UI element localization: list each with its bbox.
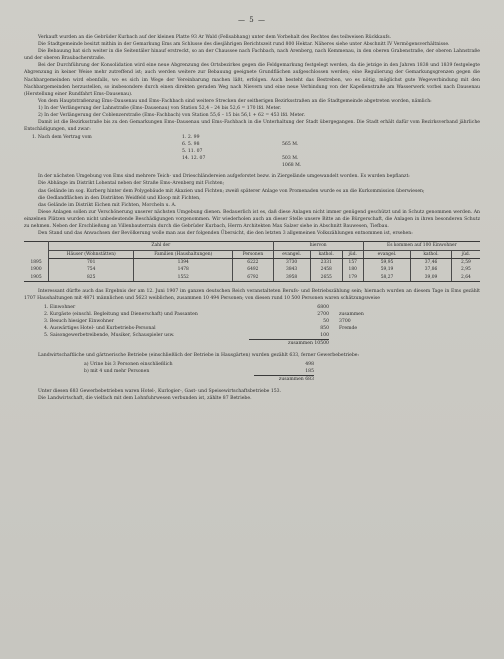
compensation-date: 5. 11. 07	[182, 149, 203, 155]
business-row	[84, 361, 480, 368]
cell-persons: 6792	[233, 274, 273, 282]
paragraph: Verkauft wurden an die Gebrüder Kurbach auf der kleinen Platte 93 Ar Wald (Fellsabhang) unter dem Vorbehalt des Rechtes des teilweisen Rückkaufs.	[38, 35, 392, 40]
paragraph: Interessant dürfte auch das Ergebnis der am 12. Juni 1907 im ganzen deutschen Reich veranstalteten Berufs- und Betriebszählung sein; hiernach wurden an diesem Tage in Ems gezählt 1707 Haushaltungen mit 4871 männlichen und 5623 weiblichen, zusammen 10 494 Personen; von diesen rund 10 500 Personen waren schätzungsweise	[24, 289, 480, 302]
paragraph: Von dem Hauptstraßenzug Ems–Dausenau und Ems–Fachbach sind weitere Strecken der seitherigen Bezirksstraßen an die Stadtgemeinde abgetreten worden, nämlich:	[38, 98, 432, 104]
col-kath-pct: kathol.	[411, 250, 452, 258]
cell-houses: 825	[49, 274, 134, 282]
compensation-total: 1068 M.	[282, 163, 302, 169]
business-row	[84, 368, 480, 375]
paragraph: Die Bebauung hat sich weiter in die Seitentäler hinauf erstreckt, so an der Chaussee nach Fachbach, nach Arenberg, nach Kemmenau, in den oberen Grabenstraße, der oberen Lahnstraße und der oberen Braubacherstraße.	[24, 49, 480, 62]
cell-jud-pct: 2,64	[451, 274, 480, 282]
business-label: b) mit 4 und mehr Personen	[84, 369, 150, 375]
compensation-label: 1. Nach dem Vertrag vom	[32, 135, 92, 141]
census-value: 850	[320, 326, 329, 332]
table-row	[24, 266, 480, 273]
census-group: 3700	[339, 319, 351, 325]
paragraph: In der nächsten Umgebung von Ems sind mehrere Teich- und Drieschländereien aufgeforstet bezw. in Ziergelände umgewandelt worden. Es wurden bepflanzt:	[38, 174, 410, 180]
paragraph: das Gelände im Distrikt Eichen mit Fichten, Morcheln u. A.	[38, 202, 177, 208]
business-label: a) Urine bis 3 Personen einschließlich	[84, 362, 173, 368]
paragraph: die Oedlandflächen in den Distrikten Weidfeld und Kloop mit Fichten,	[38, 195, 201, 201]
cell-jud-pct: 2,95	[451, 266, 480, 273]
col-kath: kathol.	[310, 250, 342, 258]
compensation-label	[32, 155, 182, 162]
cell-ev-pct: 59,19	[363, 266, 410, 273]
cell-kath: 2331	[310, 258, 342, 266]
cell-families: 1394	[134, 258, 233, 266]
table-row	[24, 274, 480, 282]
paragraph: Den Stand und das Anwachsen der Bevölkerung wolle man aus der folgenden Übersicht, die den letzten 3 allgemeinen Volkszählungen entnommen ist, ersehen:	[38, 231, 413, 237]
cell-jud-pct: 2,59	[451, 258, 480, 266]
cell-year: 1900	[24, 266, 49, 273]
cell-families: 1552	[134, 274, 233, 282]
cell-jud: 180	[342, 266, 363, 273]
cell-year: 1905	[24, 274, 49, 282]
business-total: zusammen 683	[254, 375, 314, 383]
census-row	[44, 311, 480, 318]
census-value: 6800	[317, 305, 329, 311]
census-value: 100	[320, 333, 329, 339]
cell-families: 1478	[134, 266, 233, 273]
table-row	[24, 258, 480, 266]
paragraph: Die Abhänge im Distrikt Lohental neben der Straße Ems–Arenberg mit Fichten;	[38, 181, 225, 187]
census-row	[44, 332, 480, 339]
cell-kath-pct: 37,86	[411, 266, 452, 273]
cell-ev-pct: 58,27	[363, 274, 410, 282]
col-ev-pct: evangel.	[363, 250, 410, 258]
compensation-row	[32, 148, 480, 155]
cell-year: 1895	[24, 258, 49, 266]
compensation-row	[32, 134, 480, 141]
group-zahl: Zahl der	[49, 242, 273, 250]
paragraph: Landwirtschaftliche und gärtnerische Betriebe (einschließlich der Betriebe in Hausgärten) wurden gezählt 633, ferner Gewerbebetriebe:	[38, 353, 360, 359]
compensation-date: 1. 2. 99	[182, 135, 200, 141]
cell-houses: 754	[49, 266, 134, 273]
compensation-sum: 503 M.	[282, 156, 299, 162]
col-jud: jüd.	[342, 250, 363, 258]
cell-persons: 6492	[233, 266, 273, 273]
compensation-row	[32, 141, 480, 148]
business-value: 498	[305, 362, 314, 368]
col-ev: evangel.	[273, 250, 310, 258]
census-label: 5. Saisongewerbetreibende, Musiker, Schauspieler usw.	[44, 333, 175, 339]
compensation-sum: 565 M.	[282, 142, 299, 148]
census-group: zusammen	[339, 312, 364, 318]
census-group: Fremde	[339, 326, 358, 332]
compensation-date	[182, 162, 282, 169]
population-table	[24, 241, 480, 282]
paragraph: Unter diesen 683 Gewerbebetrieben waren Hotel-, Kurlogier-, Gast- und Speisewirtschaftsbetriebe 153.	[38, 389, 282, 395]
cell-kath: 2655	[310, 274, 342, 282]
cell-jud: 179	[342, 274, 363, 282]
business-list	[84, 361, 480, 383]
census-label: 2. Kurgäste (einschl. Begleitung und Dienerschaft) und Passanten	[44, 312, 198, 318]
census-row	[44, 304, 480, 311]
group-hiervon: hiervon	[273, 242, 363, 250]
census-row	[44, 325, 480, 332]
cell-kath: 2458	[310, 266, 342, 273]
paragraph: das Gelände im sog. Kurberg hinter dem Polygebäude mit Akazien und Fichten; zweiß späterer Anlage von Promenaden wurde es an die Kurkommission überwiesen;	[38, 188, 425, 194]
compensation-date: 14. 12. 07	[182, 156, 206, 162]
paragraph: Die Landwirtschaft, die vielfach mit dem Lohnfuhrwesen verbunden ist, zählte 87 Betriebe.	[38, 396, 252, 402]
paragraph: 1) In der Verlängerung der Lahnstraße (Ems–Dausenau) von Station 52,4 – 24 bis 52,6 = 170 lfd. Meter.	[38, 105, 282, 111]
census-value: 50	[323, 319, 329, 325]
compensation-row	[32, 162, 480, 169]
col-jud-pct: jüd.	[451, 250, 480, 258]
compensation-row	[32, 155, 480, 162]
census-total: zusammen 10500	[249, 339, 329, 347]
col-families: Familien (Haushaltungen)	[134, 250, 233, 258]
col-persons: Personen	[233, 250, 273, 258]
compensation-label	[32, 148, 182, 155]
census-label: 3. Besuch hiesiger Einwohner	[44, 319, 114, 325]
census-value: 2700	[317, 312, 329, 318]
paragraph: Die Stadtgemeinde besitzt mithin in der Gemarkung Ems am Schlusse des diesjährigen Berichtszeit rund 800 Hektar. Näheres siehe unter Abschnitt IV Vermögensverhältnisse.	[38, 42, 450, 48]
cell-ev: 3730	[273, 258, 310, 266]
compensation-list	[32, 134, 480, 169]
cell-jud: 157	[342, 258, 363, 266]
page-number: — 5 —	[238, 16, 266, 24]
compensation-date: 6. 5. 98	[182, 142, 200, 148]
cell-houses: 701	[49, 258, 134, 266]
census-row	[44, 318, 480, 325]
col-year	[24, 242, 49, 259]
cell-ev-pct: 59,95	[363, 258, 410, 266]
paragraph: 2) In der Verlängerung der Coblenzerstraße (Ems–Fachbach) von Station 55,6 – 15 bis 56,1 + 62 = 453 lfd. Meter.	[38, 113, 306, 119]
compensation-label	[32, 141, 182, 148]
business-value: 185	[305, 369, 314, 375]
cell-kath-pct: 39,09	[411, 274, 452, 282]
group-pct: Es kommen auf 100 Einwohner	[363, 242, 480, 250]
census-label: 4. Auswärtiges Hotel- und Kurbetriebs-Personal	[44, 326, 156, 332]
paragraph: Diese Anlagen sollen zur Verschönerung unserer nächsten Umgebung dienen. Bedauerlich ist es, daß diese Anlagen nicht immer genügend geschützt und in Schutz genommen werden. An einzelnen Plätzen wurden nicht unbedeutende Beschädigungen vorgenommen. Wir wiederholen auch an dieser Stelle unsere Bitte an die Bürgerschaft, die Anlagen in ihren besonderen Schutz zu nehmen. Neben der Erschließung an Villenbauterrain durch die Gebrüder Kurbach, Herrn Architekten Max Salzer siehe in Abschnitt Bauwesen, Tiefbau.	[24, 209, 480, 229]
paragraph: Bei der Durchführung der Konsolidation wird eine neue Abgrenzung des Ortsbezirkes gegen die Feldgemarkung festgelegt werden, da die jetzige in den Jahren 1838 und 1839 festgelegte Abgrenzung in keiner Weise mehr zutreffend ist; auch werden weitere zur Bebauung geeignete Grundflächen aufgeschlossen werden; eine Regulierung der Gemarkungsgrenzen gegen die Nachbargemeinden wird ebenfalls, wo es sich im Wege der Vereinbarung machen läßt, erfolgen. Auch besteht das Bestreben, wo es nötig, möglichst gute Wegeverbindung mit den Nachbargemeinden herzustellen, so insbesondere durch einen direkten geraden Weg nach Nievern und eine neue Verbindung von der Kapellenstraße am Wasserwerk vorbei nach Dausenau (Herstellung einer Rundfahrt Ems–Dausenau).	[24, 63, 480, 97]
cell-ev: 3958	[273, 274, 310, 282]
compensation-label	[32, 162, 182, 169]
census-distribution	[44, 304, 480, 347]
cell-persons: 6222	[233, 258, 273, 266]
paragraph: Damit ist die Bezirksstraße bis zu den Gemarkungen Ems–Dausenau und Ems–Fachbach in die Unterhaltung der Stadt übergegangen. Die Stadt erhält dafür vom Bezirksverband jährliche Entschädigungen, und zwar:	[24, 120, 480, 133]
cell-kath-pct: 37,46	[411, 258, 452, 266]
cell-ev: 3843	[273, 266, 310, 273]
col-houses: Häuser (Wohnstätten)	[49, 250, 134, 258]
census-label: 1. Einwohner	[44, 305, 76, 311]
